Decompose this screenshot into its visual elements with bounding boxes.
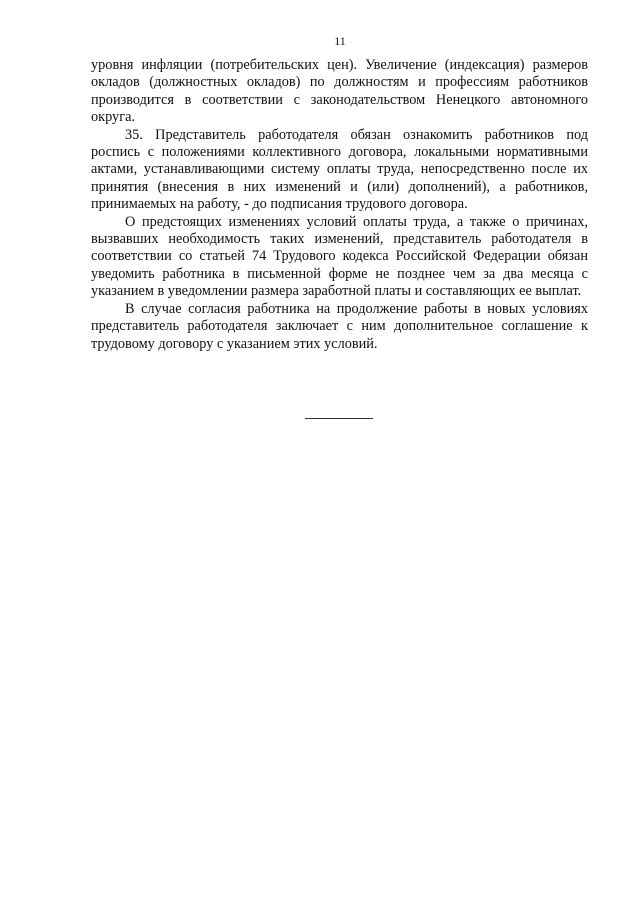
paragraph-notification: О предстоящих изменениях условий оплаты труда, а также о причинах, вызвавших необходимость таких изменений, представитель работодателя в соответствии со статьей 74 Трудового кодекса Российской Федерации обязан уведомить работника в письменной форме не позднее чем за два месяца с указанием в уведомлении размера заработной платы и составляющих ее выплат. <box>91 213 588 300</box>
paragraph-continuation: уровня инфляции (потребительских цен). Увеличение (индексация) размеров окладов (должностных окладов) по должностям и профессиям работников производится в соответствии с законодательством Ненецкого автономного округа. <box>91 57 588 126</box>
page-number: 11 <box>334 34 346 48</box>
end-divider-line <box>305 418 373 419</box>
document-body <box>91 57 588 353</box>
paragraph-agreement: В случае согласия работника на продолжение работы в новых условиях представитель работодателя заключает с ним дополнительное соглашение к трудовому договору с указанием этих условий. <box>91 300 588 352</box>
paragraph-clause-35: 35. Представитель работодателя обязан ознакомить работников под роспись с положениями коллективного договора, локальными нормативными актами, устанавливающими систему оплаты труда, непосредственно после их принятия (внесения в них изменений и (или) дополнений), а работников, принимаемых на работу, - до подписания трудового договора. <box>91 126 588 213</box>
